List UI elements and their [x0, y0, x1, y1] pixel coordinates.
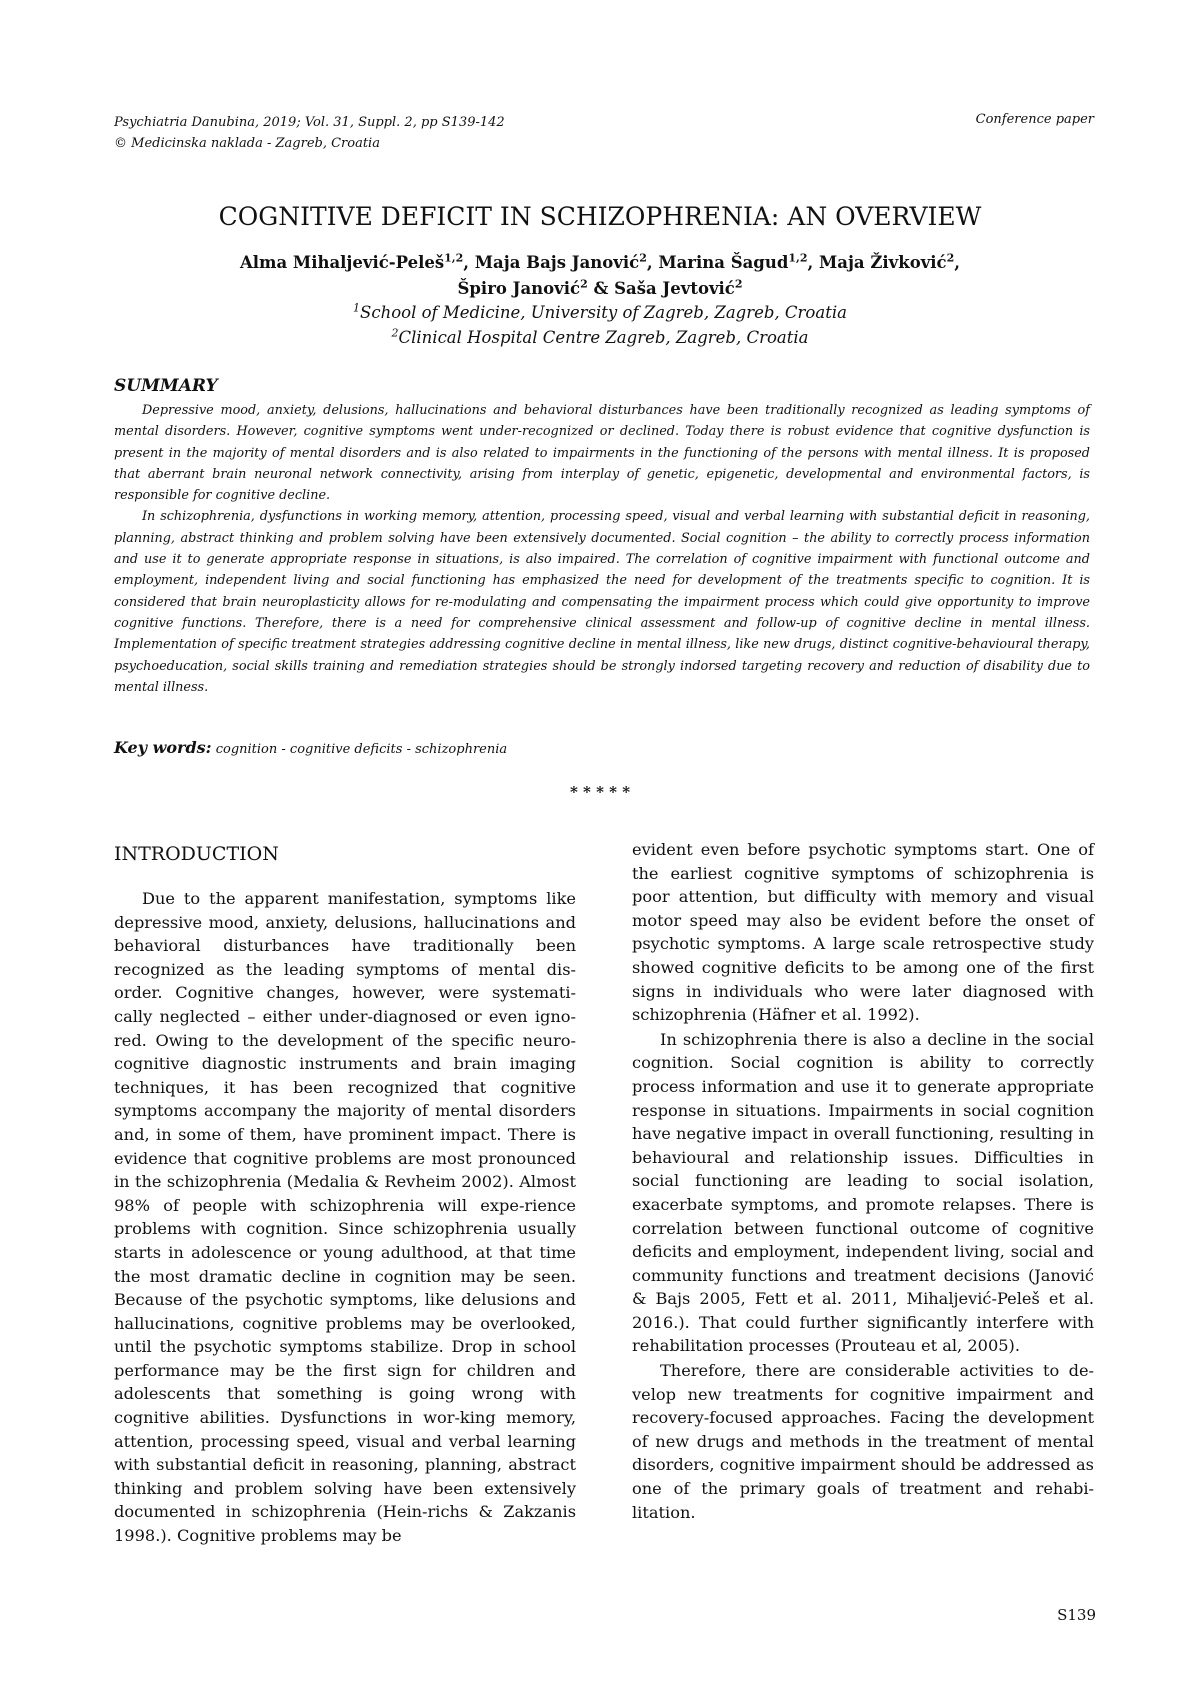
paper-title: COGNITIVE DEFICIT IN SCHIZOPHRENIA: AN OVERVIEW [218, 202, 982, 231]
author-affiliation-mark: 2 [639, 251, 647, 265]
affiliation-2 [0, 325, 1200, 350]
journal-line: Psychiatria Danubina, 2019; Vol. 31, Suppl. 2, pp S139-142 [114, 115, 505, 130]
author-name: Špiro Janović [457, 279, 581, 298]
page-number: S139 [1057, 1606, 1096, 1624]
intro-paragraph-1: Due to the apparent manifestation, symptoms like depressive mood, anxiety, delusions, hallucinations and behavioral disturbances have traditionally been recognized as the leading symptoms of mental dis-order. Cognitive changes, however, were systemati-cally neglected – either under-diagnosed or even igno-red. Owing to the development of the specific neuro-cognitive diagnostic instruments and brain imaging techniques, it has been recognized that cognitive symptoms accompany the majority of mental disorders and, in some of them, have prominent impact. There is evidence that cognitive problems are most pronounced in the schizophrenia (Medalia & Revheim 2002). Almost 98% of people with schizophrenia will expe-rience problems with cognition. Since schizophrenia usually starts in adolescence or young adulthood, at that time the most dramatic decline in cognition may be seen. Because of the psychotic symptoms, like delusions and hallucinations, cognitive problems may be overlooked, until the psychotic symptoms stabilize. Drop in school performance may be the first sign for children and adolescents that something is going wrong with cognitive abilities. Dysfunctions in wor-king memory, attention, processing speed, visual and verbal learning with substantial deficit in reasoning, planning, abstract thinking and problem solving have been extensively documented in schizophrenia (Hein-richs & Zakzanis 1998.). Cognitive problems may be [114, 889, 576, 1546]
introduction-heading: INTRODUCTION [114, 843, 279, 865]
keywords [114, 738, 507, 757]
author-line-1 [0, 250, 1200, 276]
author-affiliation-mark: 2 [734, 277, 743, 291]
author-affiliation-mark: 2 [946, 251, 955, 265]
summary-abstract [114, 400, 1090, 698]
author-separator: , [954, 253, 961, 272]
left-column [114, 887, 576, 1548]
author-affiliation-mark: 2 [580, 277, 588, 291]
affiliation-text: Clinical Hospital Centre Zagreb, Zagreb, Croatia [398, 328, 809, 347]
affiliation-text: School of Medicine, University of Zagreb, Zagreb, Croatia [360, 303, 847, 322]
summary-heading: SUMMARY [114, 376, 218, 396]
affiliation-mark: 2 [391, 326, 399, 340]
author-line-2 [0, 276, 1200, 302]
affiliation-mark: 1 [353, 301, 361, 315]
author-list [0, 250, 1200, 302]
affiliation-1 [0, 300, 1200, 325]
section-separator: * * * * * [569, 783, 631, 801]
author-name: Alma Mihaljević-Peleš [239, 253, 445, 272]
author-affiliation-mark: 1,2 [444, 251, 464, 265]
intro-paragraph-2: In schizophrenia there is also a decline in the social cognition. Social cognition is ability to correctly process information and use it to generate appropriate response in situations. Impairments in social cognition have negative impact in overall functioning, resulting in behavioural and relationship issues. Difficulties in social functioning are leading to social isolation, exacerbate symptoms, and promote relapses. There is correlation between functional outcome of cognitive deficits and employment, independent living, social and community functions and treatment decisions (Janović & Bajs 2005, Fett et al. 2011, Mihaljević-Peleš et al. 2016.). That could further significantly interfere with rehabilitation processes (Prouteau et al, 2005). [632, 1029, 1094, 1356]
summary-paragraph-2: In schizophrenia, dysfunctions in working memory, attention, processing speed, visual and verbal learning with substantial deficit in reasoning, planning, abstract thinking and problem solving have been extensively documented. Social cognition – the ability to correctly process information and use it to generate appropriate response in situations, is also impaired. The correlation of cognitive impairment with functional outcome and employment, independent living and social functioning has emphasized the need for development of the treatments specific to cognition. It is considered that brain neuroplasticity allows for re-modulating and compensating the impairment process which could give opportunity to improve cognitive functions. Therefore, there is a need for comprehensive clinical assessment and follow-up of cognitive decline in mental illness. Implementation of specific treatment strategies addressing cognitive decline in mental illness, like new drugs, distinct cognitive-behavioural therapy, psychoeducation, social skills training and remediation strategies should be strongly indorsed targeting recovery and reduction of disability due to mental illness. [114, 509, 1090, 695]
paper-type: Conference paper [975, 112, 1094, 127]
keywords-text: cognition - cognitive deficits - schizophrenia [211, 742, 508, 757]
intro-paragraph-continued: evident even before psychotic symptoms start. One of the earliest cognitive symptoms of schizophrenia is poor attention, but difficulty with memory and visual motor speed may also be evident before the onset of psychotic symptoms. A large scale retrospective study showed cognitive deficits to be among one of the first signs in individuals who were later diagnosed with schizophrenia (Häfner et al. 1992). [632, 840, 1094, 1025]
author-name: , Maja Živković [807, 253, 947, 272]
author-name: & Saša Jevtović [587, 279, 735, 298]
intro-paragraph-3: Therefore, there are considerable activities to de-velop new treatments for cognitive impairment and recovery-focused approaches. Facing the development of new drugs and methods in the treatment of mental disorders, cognitive impairment should be addressed as one of the primary goals of treatment and rehabi-litation. [632, 1361, 1094, 1522]
right-column [632, 838, 1094, 1524]
summary-paragraph-1: Depressive mood, anxiety, delusions, hallucinations and behavioral disturbances have been traditionally recognized as leading symptoms of mental disorders. However, cognitive symptoms went under-recognized or declined. Today there is robust evidence that cognitive dysfunction is present in the majority of mental disorders and is also related to impairments in the functioning of the persons with mental illness. It is proposed that aberrant brain neuronal network connectivity, arising from interplay of genetic, epigenetic, developmental and environmental factors, is responsible for cognitive decline. [114, 403, 1090, 504]
author-name: , Maja Bajs Janović [463, 253, 640, 272]
affiliation-list [0, 300, 1200, 350]
journal-citation [114, 112, 674, 154]
publisher-line: © Medicinska naklada - Zagreb, Croatia [114, 136, 380, 151]
author-affiliation-mark: 1,2 [788, 251, 808, 265]
author-name: , Marina Šagud [646, 253, 789, 272]
keywords-label: Key words: [114, 738, 212, 757]
